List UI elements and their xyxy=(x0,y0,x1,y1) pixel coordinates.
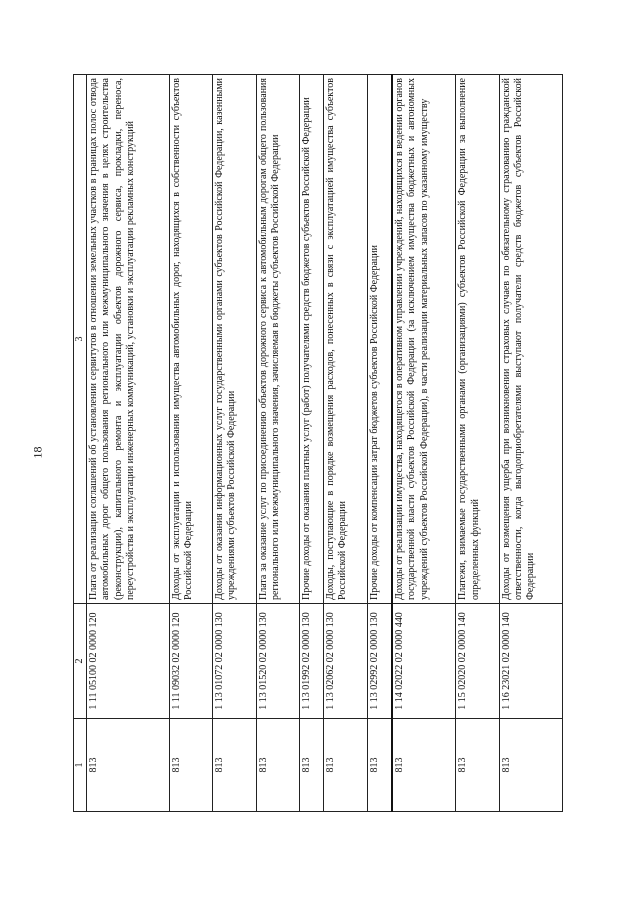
admin-code-cell: 813 xyxy=(169,719,213,812)
description-cell: Доходы от реализации имущества, находящегося в оперативном управлении учреждений, находящихся в ведении органов государственной власти субъектов Российской Федерации (за исключением имущества бюджетных и автономных учреждений субъектов Российской Федерации), в части реализации материальных запасов по указанному имуществу xyxy=(392,75,456,604)
description-cell: Доходы от эксплуатации и использования имущества автомобильных дорог, находящихся в собственности субъектов Российской Федерации xyxy=(169,75,213,604)
budget-code-cell: 1 14 02022 02 0000 440 xyxy=(392,604,456,719)
admin-code-cell: 813 xyxy=(213,719,257,812)
budget-code-cell: 1 13 01072 02 0000 130 xyxy=(213,604,257,719)
table-row xyxy=(324,75,368,812)
description-cell: Прочие доходы от компенсации затрат бюджетов субъектов Российской Федерации xyxy=(367,75,392,604)
admin-code-cell: 813 xyxy=(87,719,169,812)
admin-code-cell: 813 xyxy=(324,719,368,812)
budget-code-cell: 1 15 02020 02 0000 140 xyxy=(456,604,500,719)
rotated-table-container xyxy=(73,74,563,812)
description-cell: Плата за оказание услуг по присоединению объектов дорожного сервиса к автомобильным дорогам общего пользования регионального или межмуниципального значения, зачисляемая в бюджеты субъектов Российской Федерации xyxy=(256,75,300,604)
budget-code-cell: 1 13 02992 02 0000 130 xyxy=(367,604,392,719)
description-cell: Доходы от оказания информационных услуг государственными органами субъектов Российской Федерации, казенными учреждениями субъектов Российской Федерации xyxy=(213,75,257,604)
description-cell: Платежи, взимаемые государственными органами (организациями) субъектов Российской Федерации за выполнение определенных функций xyxy=(456,75,500,604)
admin-code-cell: 813 xyxy=(300,719,324,812)
table-row xyxy=(456,75,500,812)
admin-code-cell: 813 xyxy=(456,719,500,812)
table-row xyxy=(392,75,456,812)
header-col-2: 2 xyxy=(74,604,87,719)
page-number: 18 xyxy=(30,446,45,459)
description-cell: Прочие доходы от оказания платных услуг (работ) получателями средств бюджетов субъектов Российской Федерации xyxy=(300,75,324,604)
budget-code-cell: 1 13 01520 02 0000 130 xyxy=(256,604,300,719)
admin-code-cell: 813 xyxy=(392,719,456,812)
budget-code-cell: 1 11 05100 02 0000 120 xyxy=(87,604,169,719)
table-row xyxy=(87,75,169,812)
income-codes-table xyxy=(73,74,563,812)
table-row xyxy=(499,75,562,812)
description-cell: Доходы от возмещения ущерба при возникновении страховых случаев по обязательному страхованию гражданской ответственности, когда выгодоприобретателями выступают получатели средств бюджетов субъектов Российской Федерации xyxy=(499,75,562,604)
table-row xyxy=(256,75,300,812)
table-header-row xyxy=(74,75,87,812)
header-col-3: 3 xyxy=(74,75,87,604)
budget-code-cell: 1 11 09032 02 0000 120 xyxy=(169,604,213,719)
table-row xyxy=(367,75,392,812)
description-cell: Доходы, поступающие в порядке возмещения расходов, понесенных в связи с эксплуатацией имущества субъектов Российской Федерации xyxy=(324,75,368,604)
table-row xyxy=(213,75,257,812)
admin-code-cell: 813 xyxy=(367,719,392,812)
admin-code-cell: 813 xyxy=(499,719,562,812)
description-cell: Плата от реализации соглашений об установлении сервитутов в отношении земельных участков в границах полос отвода автомобильных дорог общего пользования регионального или межмуниципального значения в целях строительства (реконструкции), капитального ремонта и эксплуатации объектов дорожного сервиса, прокладки, переноса, переустройства и эксплуатации инженерных коммуникаций, установки и эксплуатации рекламных конструкций xyxy=(87,75,169,604)
budget-code-cell: 1 13 02062 02 0000 130 xyxy=(324,604,368,719)
table-row xyxy=(300,75,324,812)
table-row xyxy=(169,75,213,812)
budget-code-cell: 1 13 01992 02 0000 130 xyxy=(300,604,324,719)
budget-code-cell: 1 16 23021 02 0000 140 xyxy=(499,604,562,719)
admin-code-cell: 813 xyxy=(256,719,300,812)
header-col-1: 1 xyxy=(74,719,87,812)
